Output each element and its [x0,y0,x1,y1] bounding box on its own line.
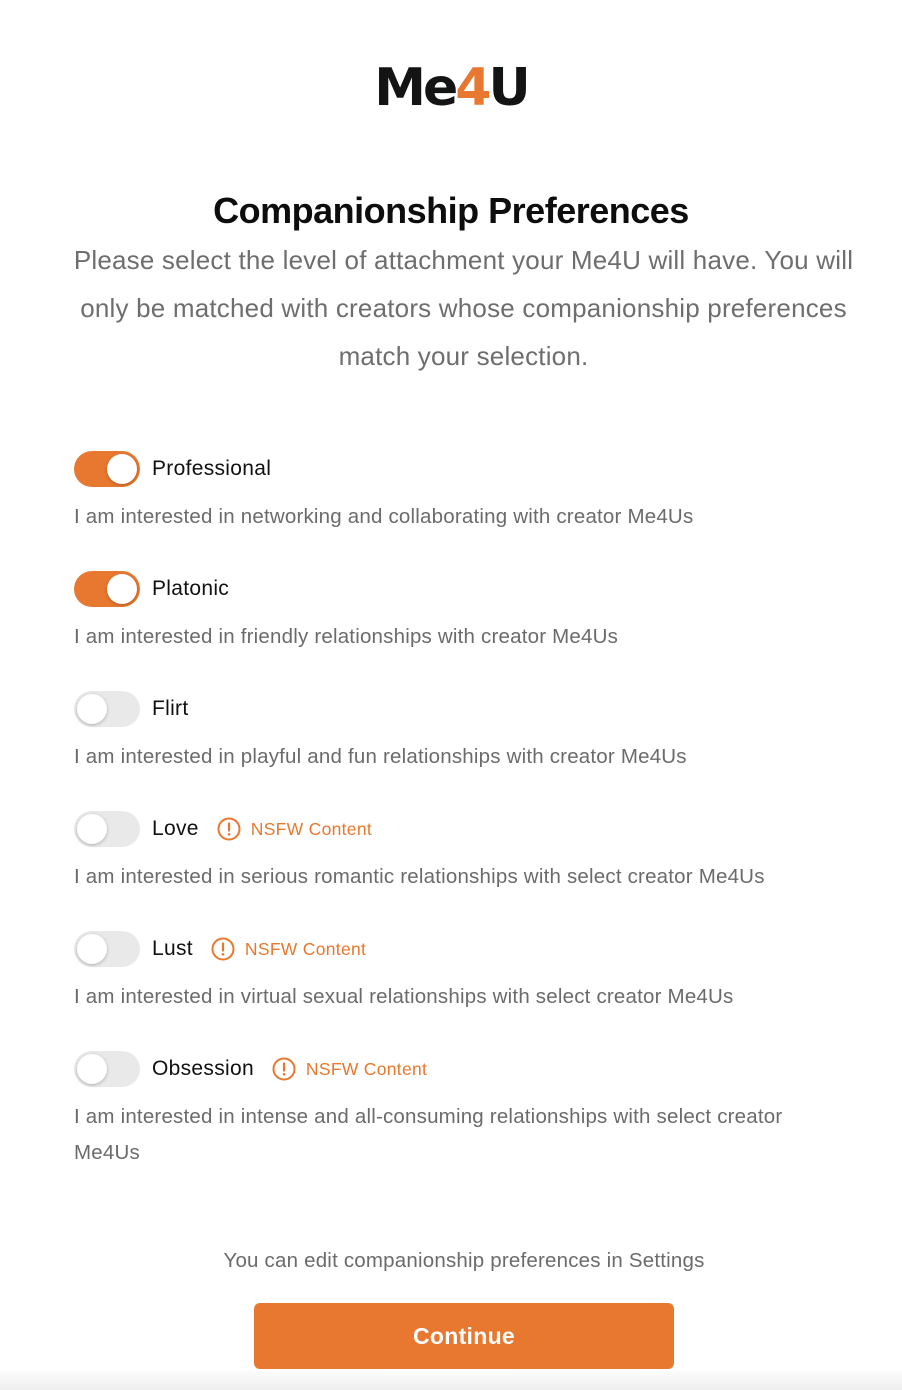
nsfw-badge [272,1057,427,1081]
option-label-obsession: Obsession [152,1057,254,1080]
page-subtitle: Please select the level of attachment your Me4U will have. You will only be matched with creators whose companionship preferences match your selection. [73,245,854,371]
toggle-obsession[interactable] [74,1051,140,1087]
nsfw-badge [211,937,366,961]
option-label-platonic: Platonic [152,577,230,600]
option-label-professional: Professional [152,457,272,480]
app-logo [0,58,902,118]
nsfw-label: NSFW Content [305,1058,428,1079]
nsfw-badge [217,817,372,841]
alert-circle-icon [217,817,241,841]
option-description-obsession: I am interested in intense and all-consuming relationships with select creator Me4Us [74,1105,783,1164]
option-row-professional [74,450,271,488]
option-description-platonic: I am interested in friendly relationships with creator Me4Us [74,625,619,648]
toggle-lust[interactable] [74,931,140,967]
option-description-lust: I am interested in virtual sexual relationships with select creator Me4Us [74,985,734,1008]
option-description-flirt: I am interested in playful and fun relationships with creator Me4Us [74,745,687,768]
toggle-flirt[interactable] [74,691,140,727]
settings-note: You can edit companionship preferences in Settings [223,1249,705,1272]
option-row-obsession [74,1050,427,1088]
toggle-knob [77,1054,107,1084]
option-description-love: I am interested in serious romantic relationships with select creator Me4Us [74,865,765,888]
toggle-love[interactable] [74,811,140,847]
toggle-platonic[interactable] [74,571,140,607]
logo-text-four: 4 [455,58,489,118]
option-row-flirt [74,690,189,728]
option-description-professional: I am interested in networking and collaborating with creator Me4Us [74,505,694,528]
toggle-knob [107,454,137,484]
option-row-love [74,810,372,848]
toggle-knob [77,814,107,844]
page-title: Companionship Preferences [213,190,689,231]
option-row-lust [74,930,366,968]
option-label-flirt: Flirt [152,697,189,720]
option-label-lust: Lust [152,937,193,960]
toggle-professional[interactable] [74,451,140,487]
option-row-platonic [74,570,229,608]
bottom-edge-shadow [0,1368,902,1390]
option-label-love: Love [152,817,199,840]
nsfw-label: NSFW Content [250,818,373,839]
alert-circle-icon [211,937,235,961]
toggle-knob [77,694,107,724]
logo-text-u: U [488,58,528,118]
nsfw-label: NSFW Content [244,938,367,959]
alert-circle-icon [272,1057,296,1081]
toggle-knob [77,934,107,964]
logo-text-me: Me [374,58,456,118]
toggle-knob [107,574,137,604]
continue-button[interactable]: Continue [254,1303,674,1369]
